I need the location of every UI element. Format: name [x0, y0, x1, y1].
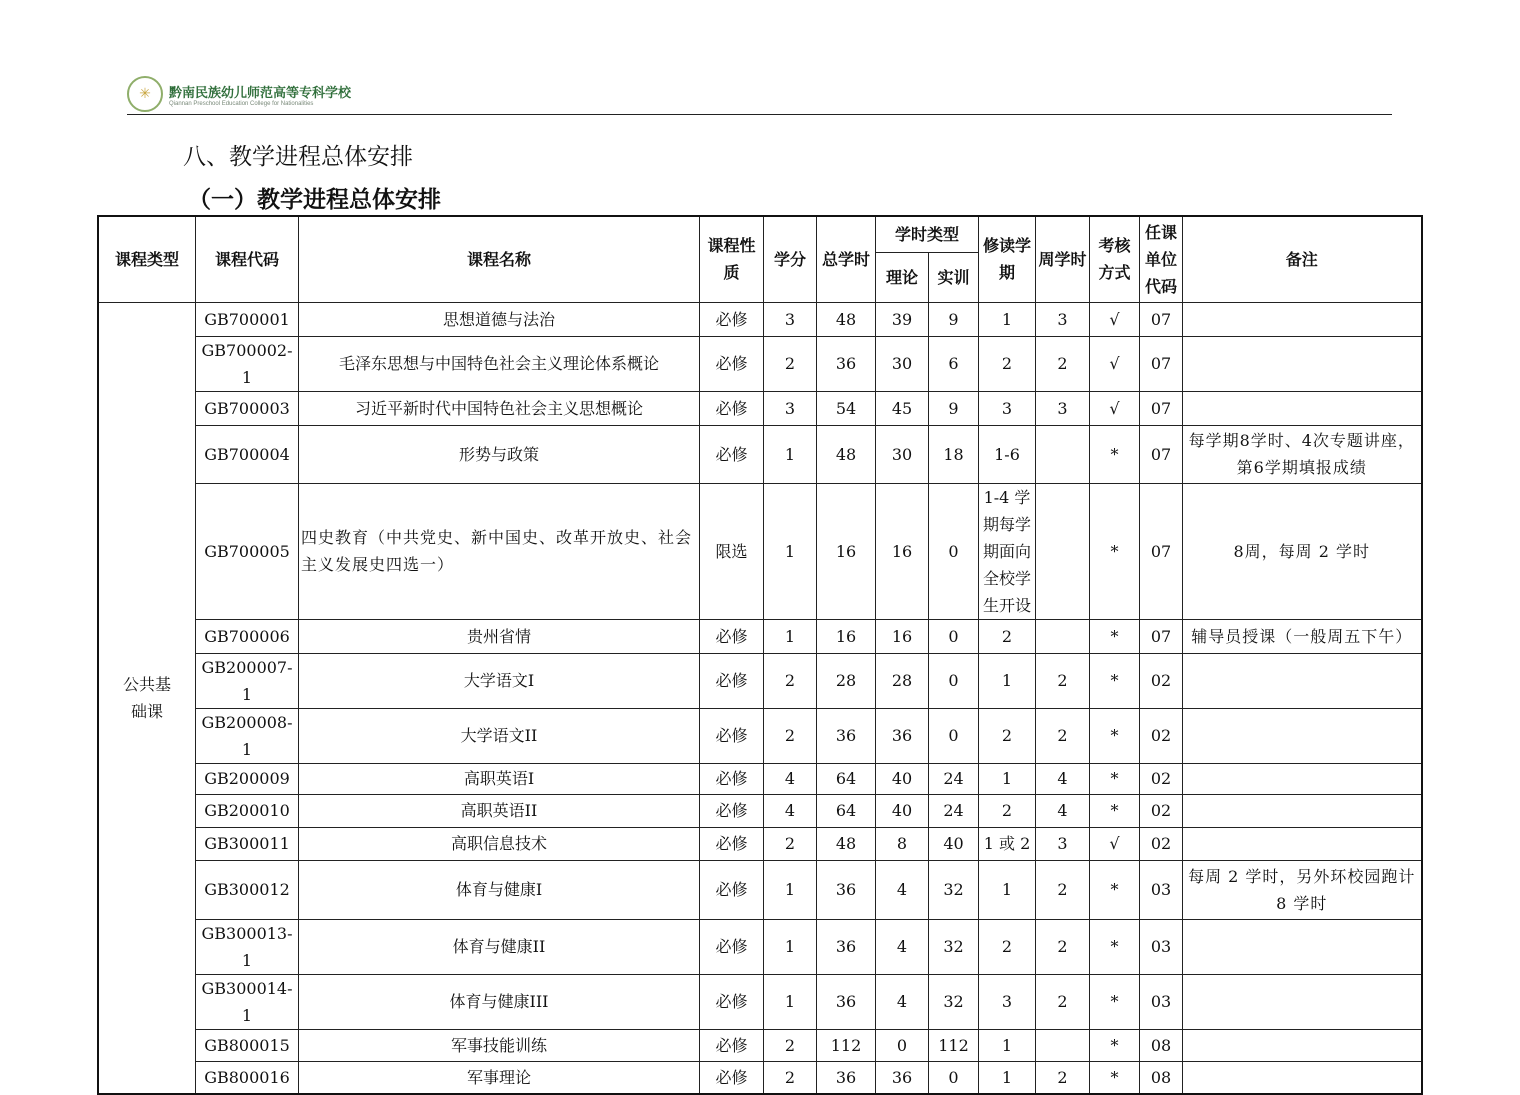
course-name: 高职英语I: [299, 763, 700, 794]
course-nature: 必修: [700, 708, 764, 763]
course-name: 习近平新时代中国特色社会主义思想概论: [299, 391, 700, 425]
practice-hours: 32: [929, 860, 979, 919]
theory-hours: 36: [876, 1061, 929, 1094]
total-hours: 112: [817, 1029, 876, 1061]
course-nature: 限选: [700, 483, 764, 619]
header-code: 课程代码: [196, 216, 299, 302]
section-heading: 八、教学进程总体安排: [183, 144, 413, 170]
theory-hours: 40: [876, 763, 929, 794]
table-row: [98, 860, 1422, 919]
table-row: [98, 302, 1422, 336]
practice-hours: 32: [929, 974, 979, 1029]
credit: 2: [764, 336, 817, 391]
header-name: 课程名称: [299, 216, 700, 302]
total-hours: 48: [817, 302, 876, 336]
course-code: GB300011: [196, 827, 299, 860]
table-row: [98, 1029, 1422, 1061]
theory-hours: 45: [876, 391, 929, 425]
weekly-hours: 3: [1036, 391, 1090, 425]
credit: 3: [764, 391, 817, 425]
term: 1: [979, 860, 1036, 919]
table-row: [98, 794, 1422, 827]
unit-code: 02: [1140, 653, 1183, 708]
unit-code: 02: [1140, 794, 1183, 827]
course-nature: 必修: [700, 425, 764, 483]
course-name: 大学语文I: [299, 653, 700, 708]
total-hours: 36: [817, 1061, 876, 1094]
course-name: 四史教育（中共党史、新中国史、改革开放史、社会主义发展史四选一）: [299, 483, 700, 619]
weekly-hours: 4: [1036, 763, 1090, 794]
term: 1: [979, 302, 1036, 336]
practice-hours: 6: [929, 336, 979, 391]
weekly-hours: 2: [1036, 860, 1090, 919]
course-name: 军事技能训练: [299, 1029, 700, 1061]
unit-code: 08: [1140, 1029, 1183, 1061]
header-weekly: 周学时: [1036, 216, 1090, 302]
credit: 4: [764, 763, 817, 794]
course-nature: 必修: [700, 391, 764, 425]
course-nature: 必修: [700, 619, 764, 653]
course-code: GB800016: [196, 1061, 299, 1094]
total-hours: 64: [817, 794, 876, 827]
course-code: GB300013-1: [196, 919, 299, 974]
theory-hours: 39: [876, 302, 929, 336]
theory-hours: 36: [876, 708, 929, 763]
credit: 1: [764, 483, 817, 619]
term: 2: [979, 919, 1036, 974]
header-note: 备注: [1183, 216, 1422, 302]
exam-method: *: [1090, 763, 1140, 794]
table-row: [98, 919, 1422, 974]
practice-hours: 9: [929, 391, 979, 425]
course-code: GB300012: [196, 860, 299, 919]
weekly-hours: [1036, 483, 1090, 619]
weekly-hours: 2: [1036, 653, 1090, 708]
course-name: 毛泽东思想与中国特色社会主义理论体系概论: [299, 336, 700, 391]
course-nature: 必修: [700, 974, 764, 1029]
practice-hours: 40: [929, 827, 979, 860]
exam-method: *: [1090, 974, 1140, 1029]
term: 2: [979, 708, 1036, 763]
course-name: 贵州省情: [299, 619, 700, 653]
course-name: 体育与健康III: [299, 974, 700, 1029]
note: [1183, 336, 1422, 391]
course-name: 高职英语II: [299, 794, 700, 827]
header-rule: [127, 114, 1392, 115]
course-name: 高职信息技术: [299, 827, 700, 860]
note: 8周，每周 2 学时: [1183, 483, 1422, 619]
credit: 2: [764, 708, 817, 763]
exam-method: √: [1090, 391, 1140, 425]
credit: 1: [764, 425, 817, 483]
course-name: 体育与健康I: [299, 860, 700, 919]
practice-hours: 24: [929, 794, 979, 827]
note: [1183, 391, 1422, 425]
practice-hours: 0: [929, 708, 979, 763]
credit: 3: [764, 302, 817, 336]
term: 1: [979, 1061, 1036, 1094]
course-code: GB200008-1: [196, 708, 299, 763]
course-code: GB700006: [196, 619, 299, 653]
credit: 4: [764, 794, 817, 827]
unit-code: 02: [1140, 708, 1183, 763]
weekly-hours: 2: [1036, 974, 1090, 1029]
table-row: [98, 391, 1422, 425]
total-hours: 36: [817, 336, 876, 391]
theory-hours: 40: [876, 794, 929, 827]
course-nature: 必修: [700, 827, 764, 860]
table-row: [98, 425, 1422, 483]
note: 每学期8学时、4次专题讲座，第6学期填报成绩: [1183, 425, 1422, 483]
note: [1183, 302, 1422, 336]
theory-hours: 30: [876, 425, 929, 483]
table-row: [98, 1061, 1422, 1094]
total-hours: 36: [817, 919, 876, 974]
table-row: [98, 827, 1422, 860]
unit-code: 07: [1140, 483, 1183, 619]
course-code: GB200010: [196, 794, 299, 827]
course-code: GB200009: [196, 763, 299, 794]
practice-hours: 18: [929, 425, 979, 483]
practice-hours: 24: [929, 763, 979, 794]
course-nature: 必修: [700, 763, 764, 794]
unit-code: 03: [1140, 860, 1183, 919]
unit-code: 07: [1140, 425, 1183, 483]
weekly-hours: 2: [1036, 1061, 1090, 1094]
credit: 1: [764, 919, 817, 974]
theory-hours: 16: [876, 483, 929, 619]
header-practice: 实训: [929, 252, 979, 302]
credit: 2: [764, 1061, 817, 1094]
practice-hours: 0: [929, 619, 979, 653]
course-code: GB200007-1: [196, 653, 299, 708]
course-code: GB700001: [196, 302, 299, 336]
credit: 1: [764, 860, 817, 919]
term: 1-6: [979, 425, 1036, 483]
course-name: 军事理论: [299, 1061, 700, 1094]
note: [1183, 919, 1422, 974]
theory-hours: 0: [876, 1029, 929, 1061]
practice-hours: 0: [929, 653, 979, 708]
weekly-hours: [1036, 1029, 1090, 1061]
total-hours: 54: [817, 391, 876, 425]
practice-hours: 0: [929, 1061, 979, 1094]
term: 1 或 2: [979, 827, 1036, 860]
total-hours: 36: [817, 974, 876, 1029]
total-hours: 16: [817, 483, 876, 619]
note: [1183, 974, 1422, 1029]
unit-code: 03: [1140, 974, 1183, 1029]
header-theory: 理论: [876, 252, 929, 302]
exam-method: *: [1090, 619, 1140, 653]
exam-method: *: [1090, 483, 1140, 619]
theory-hours: 28: [876, 653, 929, 708]
term: 2: [979, 619, 1036, 653]
theory-hours: 16: [876, 619, 929, 653]
credit: 2: [764, 653, 817, 708]
table-row: [98, 974, 1422, 1029]
weekly-hours: 2: [1036, 919, 1090, 974]
term: 1: [979, 1029, 1036, 1061]
note: [1183, 763, 1422, 794]
term: 1: [979, 653, 1036, 708]
unit-code: 08: [1140, 1061, 1183, 1094]
note: [1183, 794, 1422, 827]
logo-en-text: Qiannan Preschool Education College for Nationalities: [169, 100, 314, 107]
course-code: GB300014-1: [196, 974, 299, 1029]
total-hours: 28: [817, 653, 876, 708]
course-nature: 必修: [700, 919, 764, 974]
weekly-hours: [1036, 619, 1090, 653]
weekly-hours: 3: [1036, 302, 1090, 336]
course-code: GB700002-1: [196, 336, 299, 391]
theory-hours: 30: [876, 336, 929, 391]
unit-code: 07: [1140, 302, 1183, 336]
course-category: 公共基础课: [98, 302, 196, 1094]
theory-hours: 4: [876, 974, 929, 1029]
course-nature: 必修: [700, 336, 764, 391]
credit: 1: [764, 974, 817, 1029]
note: [1183, 653, 1422, 708]
header-credit: 学分: [764, 216, 817, 302]
note: [1183, 827, 1422, 860]
course-nature: 必修: [700, 794, 764, 827]
table-row: [98, 483, 1422, 619]
theory-hours: 8: [876, 827, 929, 860]
exam-method: *: [1090, 860, 1140, 919]
term: 2: [979, 794, 1036, 827]
header-nature: 课程性质: [700, 216, 764, 302]
course-nature: 必修: [700, 860, 764, 919]
total-hours: 48: [817, 827, 876, 860]
course-nature: 必修: [700, 302, 764, 336]
term: 3: [979, 974, 1036, 1029]
term: 3: [979, 391, 1036, 425]
course-nature: 必修: [700, 1061, 764, 1094]
theory-hours: 4: [876, 860, 929, 919]
credit: 1: [764, 619, 817, 653]
unit-code: 07: [1140, 391, 1183, 425]
weekly-hours: 3: [1036, 827, 1090, 860]
exam-method: √: [1090, 336, 1140, 391]
exam-method: *: [1090, 919, 1140, 974]
unit-code: 07: [1140, 619, 1183, 653]
table-row: [98, 619, 1422, 653]
course-nature: 必修: [700, 653, 764, 708]
practice-hours: 9: [929, 302, 979, 336]
course-code: GB700005: [196, 483, 299, 619]
unit-code: 02: [1140, 827, 1183, 860]
weekly-hours: [1036, 425, 1090, 483]
note: 辅导员授课（一般周五下午）: [1183, 619, 1422, 653]
header-term: 修读学期: [979, 216, 1036, 302]
college-seal-icon: ✳: [127, 76, 163, 112]
exam-method: √: [1090, 302, 1140, 336]
course-code: GB800015: [196, 1029, 299, 1061]
course-name: 思想道德与法治: [299, 302, 700, 336]
total-hours: 36: [817, 860, 876, 919]
weekly-hours: 2: [1036, 336, 1090, 391]
note: [1183, 708, 1422, 763]
credit: 2: [764, 827, 817, 860]
header-unit: 任课单位代码: [1140, 216, 1183, 302]
credit: 2: [764, 1029, 817, 1061]
weekly-hours: 2: [1036, 708, 1090, 763]
course-name: 大学语文II: [299, 708, 700, 763]
table-row: [98, 708, 1422, 763]
exam-method: *: [1090, 1061, 1140, 1094]
header-type: 课程类型: [98, 216, 196, 302]
total-hours: 48: [817, 425, 876, 483]
total-hours: 64: [817, 763, 876, 794]
note: 每周 2 学时，另外环校园跑计 8 学时: [1183, 860, 1422, 919]
unit-code: 07: [1140, 336, 1183, 391]
course-name: 体育与健康II: [299, 919, 700, 974]
exam-method: *: [1090, 708, 1140, 763]
exam-method: *: [1090, 1029, 1140, 1061]
header-hour-type: 学时类型: [876, 216, 979, 252]
practice-hours: 112: [929, 1029, 979, 1061]
header-exam: 考核方式: [1090, 216, 1140, 302]
course-code: GB700003: [196, 391, 299, 425]
term: 1: [979, 763, 1036, 794]
college-logo: [127, 76, 351, 112]
logo-cn-text: 黔南民族幼儿师范高等专科学校: [169, 85, 352, 101]
course-name: 形势与政策: [299, 425, 700, 483]
table-row: [98, 763, 1422, 794]
weekly-hours: 4: [1036, 794, 1090, 827]
term: 2: [979, 336, 1036, 391]
note: [1183, 1029, 1422, 1061]
total-hours: 36: [817, 708, 876, 763]
total-hours: 16: [817, 619, 876, 653]
exam-method: *: [1090, 425, 1140, 483]
exam-method: *: [1090, 794, 1140, 827]
subsection-heading: （一）教学进程总体安排: [188, 187, 441, 213]
exam-method: √: [1090, 827, 1140, 860]
unit-code: 03: [1140, 919, 1183, 974]
practice-hours: 0: [929, 483, 979, 619]
table-row: [98, 336, 1422, 391]
note: [1183, 1061, 1422, 1094]
term: 1-4 学期每学期面向全校学生开设: [979, 483, 1036, 619]
header-total: 总学时: [817, 216, 876, 302]
course-code: GB700004: [196, 425, 299, 483]
schedule-table: [97, 215, 1423, 1095]
exam-method: *: [1090, 653, 1140, 708]
unit-code: 02: [1140, 763, 1183, 794]
course-nature: 必修: [700, 1029, 764, 1061]
practice-hours: 32: [929, 919, 979, 974]
theory-hours: 4: [876, 919, 929, 974]
table-row: [98, 653, 1422, 708]
